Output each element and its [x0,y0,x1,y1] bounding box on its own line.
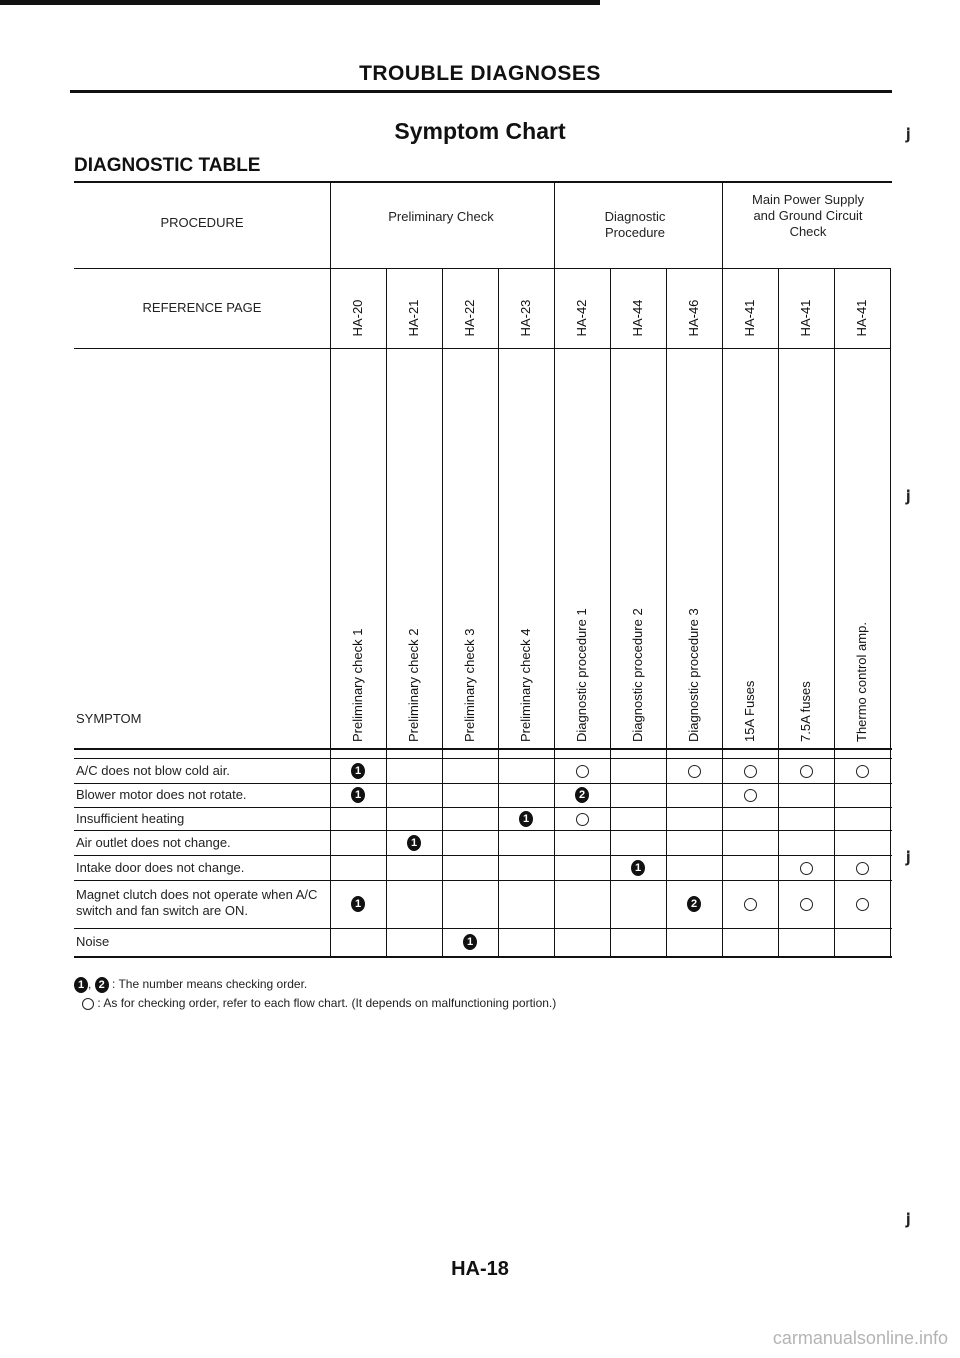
symptom-header-divider [74,748,892,750]
check-name: 15A Fuses [742,680,757,742]
group-diagnostic-procedure: Diagnostic Procedure [604,209,666,240]
open-circle-mark [688,765,701,778]
check-name: Thermo control amp. [854,622,869,742]
column-divider [498,268,499,956]
column-divider [554,183,555,956]
check-name: Diagnostic procedure 2 [630,608,645,742]
row-divider [74,956,892,958]
symptom-label: SYMPTOM [76,711,142,726]
order-mark: 1 [351,787,365,803]
column-divider [442,268,443,956]
open-circle-mark [576,765,589,778]
row-divider [74,880,892,881]
reference-divider [74,348,890,349]
symptom-text: A/C does not blow cold air. [76,762,230,778]
procedure-label: PROCEDURE [160,215,244,230]
legend-open [82,996,556,1010]
header-divider [74,268,890,269]
section-rule [74,181,892,183]
open-circle-mark [576,813,589,826]
open-circle-mark [82,998,94,1010]
symptom-text: Noise [76,934,110,949]
binder-hook-icon: ⱼ [906,115,911,145]
reference-page: HA-41 [742,299,757,337]
reference-page: HA-20 [350,299,365,337]
check-name: Diagnostic procedure 3 [686,608,701,742]
reference-page: HA-23 [518,299,533,337]
row-divider [74,855,892,856]
order-mark: 1 [351,763,365,779]
check-name: Preliminary check 3 [462,628,477,742]
order-mark: 1 [463,934,477,950]
legend-filled: 1 , 2 : The number means checking order. [74,977,307,993]
page-header-title: TROUBLE DIAGNOSES [359,62,601,85]
open-circle-mark [856,898,869,911]
header-rule [70,90,892,93]
open-circle-mark [800,765,813,778]
open-circle-mark [800,898,813,911]
reference-page: HA-41 [854,299,869,337]
column-divider [386,268,387,956]
group-preliminary-check: Preliminary Check [388,209,494,224]
order-mark: 1 [519,811,533,827]
column-divider [834,268,835,956]
reference-page: HA-44 [630,299,645,337]
row-divider [74,783,892,784]
reference-page: HA-22 [462,299,477,337]
row-divider [74,758,892,759]
check-name: Diagnostic procedure 1 [574,608,589,742]
reference-page-label: REFERENCE PAGE [142,300,262,315]
open-circle-mark [744,898,757,911]
column-divider [610,268,611,956]
row-divider [74,928,892,929]
symptom-text: Intake door does not change. [76,859,245,875]
legend-open-note: : As for checking order, refer to each flow chart. (It depends on malfunctioning portion.) [97,996,557,1010]
open-circle-mark [800,862,813,875]
page-number: HA-18 [451,1258,509,1280]
order-mark: 1 [351,896,365,912]
column-divider [890,268,891,956]
diagnostic-table-title: DIAGNOSTIC TABLE [74,155,261,176]
check-name: Preliminary check 4 [518,628,533,742]
check-name: 7.5A fuses [798,681,813,742]
legend-filled-note: : The number means checking order. [112,977,308,992]
row-divider [74,830,892,831]
order-mark: 2 [687,896,701,912]
reference-page: HA-21 [406,299,421,337]
reference-page: HA-41 [798,299,813,337]
symptom-text: Blower motor does not rotate. [76,787,247,802]
order-mark: 1 [631,860,645,876]
reference-page: HA-46 [686,299,701,337]
check-name: Preliminary check 2 [406,628,421,742]
order-mark: 1 [407,835,421,851]
reference-page: HA-42 [574,299,589,337]
group-main-power-supply: Main Power Supply and Ground Circuit Check [752,192,864,239]
row-divider [74,807,892,808]
symptom-chart-title: Symptom Chart [394,118,566,144]
order-mark: 1 [74,977,88,993]
column-divider [666,268,667,956]
open-circle-mark [856,765,869,778]
symptom-text: Air outlet does not change. [76,834,231,850]
top-bar [0,0,600,5]
column-divider [778,268,779,956]
binder-hook-icon: ⱼ [906,1200,911,1230]
symptom-text: Magnet clutch does not operate when A/C switch and fan switch are ON. [76,887,318,918]
binder-hook-icon: ⱼ [906,838,911,868]
open-circle-mark [856,862,869,875]
open-circle-mark [744,789,757,802]
column-divider [722,183,723,956]
order-mark: 2 [95,977,109,993]
watermark: carmanualsonline.info [772,1328,948,1348]
column-divider [330,183,331,956]
open-circle-mark [744,765,757,778]
check-name: Preliminary check 1 [350,628,365,742]
binder-hook-icon: ⱼ [906,477,911,507]
symptom-text: Insufficient heating [76,810,185,826]
order-mark: 2 [575,787,589,803]
